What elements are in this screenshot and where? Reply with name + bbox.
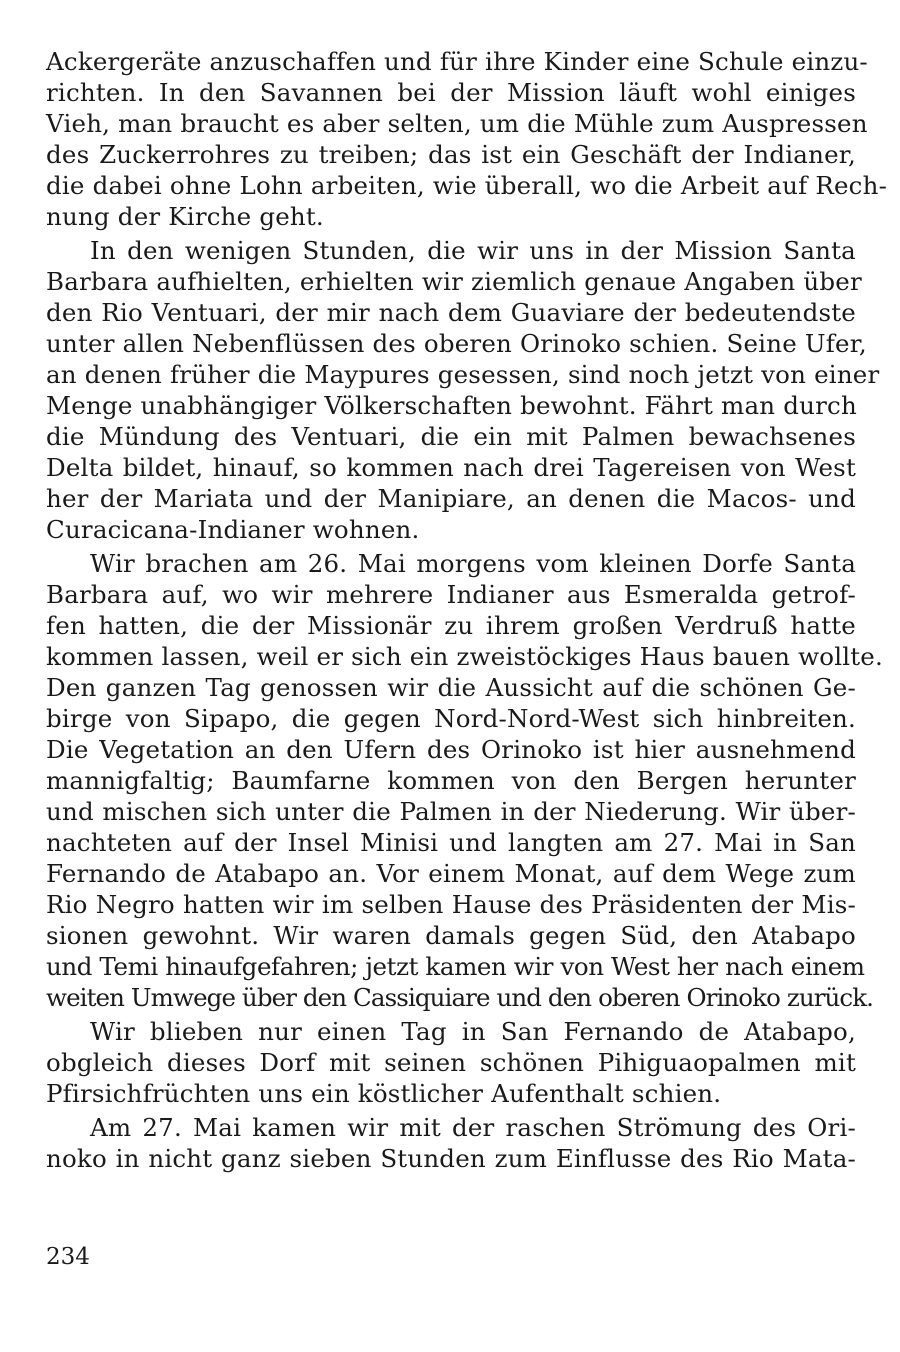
text-line: die dabei ohne Lohn arbeiten, wie überall, wo die Arbeit auf Rech- (46, 171, 888, 200)
text-line: nachteten auf der Insel Minisi und langten am 27. Mai in San (46, 828, 856, 857)
text-line: Curacicana-Indianer wohnen. (46, 515, 420, 544)
text-line: Fernando de Atabapo an. Vor einem Monat, auf dem Wege zum (46, 859, 856, 888)
paragraph (46, 46, 888, 232)
text-line: obgleich dieses Dorf mit seinen schönen Pihiguaopalmen mit (46, 1048, 856, 1077)
text-line: Die Vegetation an den Ufern des Orinoko ist hier ausnehmend (46, 735, 856, 764)
text-line: noko in nicht ganz sieben Stunden zum Einflusse des Rio Mata- (46, 1144, 856, 1173)
text-line: her der Mariata und der Manipiare, an denen die Macos- und (46, 484, 856, 513)
paragraph (46, 1016, 856, 1109)
text-line: Am 27. Mai kamen wir mit der raschen Strömung des Ori- (90, 1113, 856, 1142)
paragraph (46, 235, 880, 545)
text-line: nung der Kirche geht. (46, 202, 324, 231)
text-line: kommen lassen, weil er sich ein zweistöckiges Haus bauen wollte. (46, 642, 883, 671)
page-number: 234 (46, 1244, 90, 1270)
text-line: weiten Umwege über den Cassiquiare und den oberen Orinoko zurück. (46, 983, 874, 1012)
text-line: Menge unabhängiger Völkerschaften bewohnt. Fährt man durch (46, 391, 857, 420)
text-line: fen hatten, die der Missionär zu ihrem großen Verdruß hatte (46, 611, 856, 640)
text-line: des Zuckerrohres zu treiben; das ist ein Geschäft der Indianer, (46, 140, 856, 169)
text-line: Barbara aufhielten, erhielten wir ziemlich genaue Angaben über (46, 267, 862, 296)
text-line: sionen gewohnt. Wir waren damals gegen Süd, den Atabapo (46, 921, 856, 950)
page-body (46, 46, 888, 1174)
text-line: birge von Sipapo, die gegen Nord-Nord-West sich hinbreiten. (46, 704, 856, 733)
paragraph (46, 1112, 856, 1174)
text-line: Delta bildet, hinauf, so kommen nach drei Tagereisen von West (46, 453, 856, 482)
text-line: In den wenigen Stunden, die wir uns in der Mission Santa (90, 236, 856, 265)
text-line: und Temi hinaufgefahren; jetzt kamen wir von West her nach einem (46, 952, 865, 981)
text-line: Vieh, man braucht es aber selten, um die Mühle zum Auspressen (46, 109, 868, 138)
text-line: mannigfaltig; Baumfarne kommen von den Bergen herunter (46, 766, 856, 795)
text-line: und mischen sich unter die Palmen in der Niederung. Wir über- (46, 797, 856, 826)
text-line: die Mündung des Ventuari, die ein mit Palmen bewachsenes (46, 422, 856, 451)
text-line: Barbara auf, wo wir mehrere Indianer aus Esmeralda getrof- (46, 580, 856, 609)
text-line: Rio Negro hatten wir im selben Hause des Präsidenten der Mis- (46, 890, 856, 919)
text-line: richten. In den Savannen bei der Mission läuft wohl einiges (46, 78, 856, 107)
text-line: Pfirsichfrüchten uns ein köstlicher Aufenthalt schien. (46, 1079, 722, 1108)
paragraph (46, 548, 883, 1013)
text-line: den Rio Ventuari, der mir nach dem Guaviare der bedeutendste (46, 298, 856, 327)
text-line: Wir blieben nur einen Tag in San Fernando de Atabapo, (90, 1017, 856, 1046)
text-line: Ackergeräte anzuschaffen und für ihre Kinder eine Schule einzu- (46, 47, 868, 76)
text-line: an denen früher die Maypures gesessen, sind noch jetzt von einer (46, 360, 880, 389)
text-line: unter allen Nebenflüssen des oberen Orinoko schien. Seine Ufer, (46, 329, 867, 358)
text-line: Den ganzen Tag genossen wir die Aussicht auf die schönen Ge- (46, 673, 856, 702)
text-line: Wir brachen am 26. Mai morgens vom kleinen Dorfe Santa (90, 549, 856, 578)
